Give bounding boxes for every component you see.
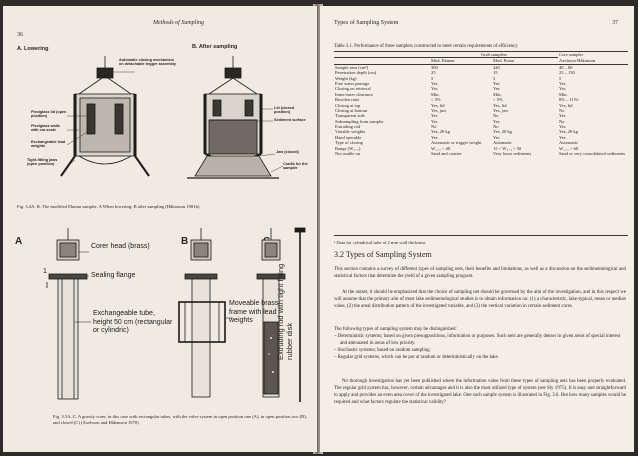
- table-cell: 15: [493, 70, 498, 76]
- table-cell: < 5%: [493, 97, 503, 103]
- table-cell: Sand and coarser: [431, 151, 462, 157]
- table-cell: Yes: [431, 80, 438, 86]
- table-cell: Closing at top: [335, 102, 361, 108]
- header-core-sampler: Core sampler: [559, 52, 584, 57]
- label-tight-fitting-jaws: Tight-fitting jaws (open position): [27, 158, 58, 167]
- label-sediment-surface: Sediment surface: [274, 118, 306, 122]
- header-grab-samplers: Grab samplers: [430, 52, 558, 58]
- label-tube-mark: 1: [43, 268, 47, 275]
- paragraph-intro: This section contains a survey of different types of sampling nets, their benefits and limitations, as well as a discussion on the sedimentological and statistical factors that determine the yield of a given sampling program.: [334, 267, 626, 280]
- list-item: – Stochastic systems; based on random sampling.: [334, 348, 431, 354]
- section-heading: 3.2 Types of Sampling System: [334, 250, 432, 259]
- list-item: – Regular grid systems, which can be put at random or deterministically on the lake.: [334, 355, 499, 361]
- table-cell: Min.: [493, 91, 502, 97]
- figure1-caption: Fig. 3.4A, B. The modified Ekman sampler. A When lowering; B after sampling (Håkanson 1981b): [17, 204, 200, 209]
- label-sealing-flange: Sealing flange: [91, 272, 136, 279]
- sampler-performance-table: [334, 52, 628, 156]
- table-cell: Yes: [431, 134, 438, 140]
- table-cell: Yes, lid: [559, 102, 573, 108]
- table-cell: Bowden ratio: [335, 97, 360, 103]
- figure2-caption: Fig. 3.5A–C. A gravity corer, in this case with rectangular tubes, with the valve system in open position one (A), in open position two (B), and closed (C) (Axelsson and Håkanson 1978): [53, 414, 307, 425]
- table-cell: 25: [431, 70, 436, 76]
- right-page: [320, 6, 634, 452]
- panel-letter-a: A: [15, 236, 23, 247]
- table-cell: W₁₋₁ < 40: [431, 145, 451, 151]
- table-cell: W₁₋₁ > 60: [559, 145, 579, 151]
- table-cell: Yes: [431, 118, 438, 124]
- table-bottom-rule: [334, 235, 628, 236]
- table-column-header: Axelsson-Håkanson: [558, 58, 628, 64]
- table-cell: Yes, jaw: [431, 107, 447, 113]
- label-extruding-rod: Extruding rod with tight fitting rubber disk: [276, 263, 294, 360]
- table-cell: 5: [493, 75, 496, 81]
- table-cell: 420: [493, 64, 500, 70]
- table-caption: Table 3.1. Performance of three samplers constructed to meet certain requirements of efficiency: [334, 44, 518, 49]
- table-cell: 15 < W₁₋₁ < 50: [493, 145, 522, 151]
- table-cell: Hand operable: [335, 134, 362, 140]
- panel-a-title: A. Lowering: [17, 46, 49, 52]
- table-cell: Min.: [559, 91, 568, 97]
- table-cell: < 5%: [431, 97, 441, 103]
- panel-b-title: B. After sampling: [192, 44, 238, 50]
- table-cell: Sample area (cm²): [335, 64, 369, 70]
- table-cell: Yes: [559, 124, 566, 130]
- list-intro: The following types of sampling system may be distinguished:: [334, 327, 457, 332]
- figure-ekman-sampler: [17, 46, 309, 214]
- label-cradle: Cradle for the sampler: [283, 162, 308, 171]
- table-cell: Free water passage: [335, 80, 370, 86]
- table-cell: Yes: [493, 118, 500, 124]
- table-cell: Type of closing: [335, 140, 363, 146]
- running-head-right: Types of Sampling System: [334, 20, 399, 26]
- page-number-left: 36: [17, 32, 23, 38]
- table-cell: Min.: [431, 91, 440, 97]
- label-jaw-closed: Jaw (closed): [276, 150, 299, 154]
- table-cell: Yes: [493, 134, 500, 140]
- paragraph-grid: No thorough investigation has yet been published where the information value from these types of sampling nets has been properly evaluated. The regular grid system has, however, certain advantages and it is also the most utilized type of system (see Sly 1975). It is easy and straightforward to apply and provides an even area cover of the investigated lake. One such sample system is illustrated in Fig. 3.6. But how many samples would be required and what factors regulate the statistical validity?: [334, 379, 626, 406]
- label-exchangeable-tube: Exchangeable tube, height 50 cm (rectangular or cylindric): [93, 310, 173, 335]
- panel-letter-b: B: [181, 236, 189, 247]
- table-cell: No: [559, 107, 565, 113]
- table-cell: Transparent side: [335, 113, 365, 119]
- table-cell: No: [493, 113, 499, 119]
- table-cell: 5: [559, 75, 562, 81]
- table-cell: Yes: [431, 113, 438, 119]
- label-moveable-frame: Moveable brass frame with lead weights: [229, 300, 279, 325]
- table-cell: Yes, 20 kg: [431, 129, 450, 135]
- table-cell: Automatic: [493, 140, 512, 146]
- table-column-header: Mod. Ekman: [430, 58, 492, 64]
- table-cell: 8% – 11%ᵃ: [559, 97, 579, 103]
- table-cell: Closing at bottom: [335, 107, 368, 113]
- page-number-right: 37: [612, 20, 618, 26]
- table-cell: Yes: [431, 86, 438, 92]
- table-column-header: Mod. Ponar: [492, 58, 558, 64]
- table-cell: Variable weights: [335, 129, 366, 135]
- label-plexiglass-walls: Plexiglass walls with cm-scale: [31, 124, 60, 133]
- table-cell: 5: [431, 75, 434, 81]
- table-cell: 40 – 80: [559, 64, 573, 70]
- table-cell: Yes: [559, 86, 566, 92]
- label-plexiglass-lid: Plexiglass lid (open position): [31, 110, 67, 119]
- table-cell: Not usable on: [335, 151, 360, 157]
- table-cell: Range (W₁₋₁): [335, 145, 361, 151]
- list-item: – Deterministic systems; based on given presuppositions, information or purposes. Such nets are generally denser in given areas of special interest and attenuated in areas of low priority.: [334, 334, 621, 347]
- figure-gravity-corer: [13, 226, 313, 436]
- table-cell: Yes: [559, 113, 566, 119]
- table-cell: Yes: [559, 80, 566, 86]
- table-cell: No: [493, 124, 499, 130]
- table-cell: Automatic or trigger weight: [431, 140, 482, 146]
- table-cell: Weight (kg): [335, 75, 357, 81]
- table-cell: No: [431, 124, 437, 130]
- label-exchangeable-lead: Exchangeable lead weights: [31, 140, 66, 149]
- paragraph-aims: At the outset, it should be emphasized that the choice of sampling net should be governed by the aim of the investigation, and in this respect we will assume that the primary aim of most lake sedimentological studies is to obtain information on: (1) a characteristic, lake-typical, mean or median value, (2) the areal distribution pattern of the investigated variable, and (3) the vertical variation in certain sediment cores.: [334, 290, 626, 310]
- table-cell: No: [559, 118, 565, 124]
- table-cell: Closing on retrieval: [335, 86, 371, 92]
- label-lid-closed: Lid (closed position): [274, 106, 295, 115]
- sampling-system-list: [334, 326, 626, 362]
- running-head-left: Methods of Sampling: [153, 20, 204, 26]
- table-cell: Penetration depth (cm): [335, 70, 377, 76]
- table-cell: Subsampling from sampler: [335, 118, 384, 124]
- table-cell: 25 – 150: [559, 70, 575, 76]
- table-cell: Yes: [493, 80, 500, 86]
- table-cell: Yes, jaw: [493, 107, 509, 113]
- table-cell: Yes: [559, 134, 566, 140]
- table-cell: Yes, 20 kg: [493, 129, 512, 135]
- table-cell: Yes: [493, 86, 500, 92]
- left-page: [3, 6, 317, 452]
- table-footnote: ᵃ Data for cylindrical tube of 2 mm wall thickness: [334, 240, 426, 245]
- table-cell: Inner/outer clearance: [335, 91, 374, 97]
- table-cell: 300: [431, 64, 438, 70]
- table-cell: Sand or very consolidated sediments: [559, 151, 625, 157]
- table-cell: Automatic: [559, 140, 578, 146]
- table-cell: Extruding rod: [335, 124, 361, 130]
- table-cell: Very loose sediments: [493, 151, 532, 157]
- table-cell: Yes, 20 kg: [559, 129, 578, 135]
- label-closing-mechanism: Automatic closing mechanism on detachable trigger assembly: [119, 58, 176, 67]
- table-cell: Yes, lid: [493, 102, 507, 108]
- table-cell: Yes, lid: [431, 102, 445, 108]
- table-row: [334, 151, 628, 156]
- label-corer-head: Corer head (brass): [91, 243, 150, 250]
